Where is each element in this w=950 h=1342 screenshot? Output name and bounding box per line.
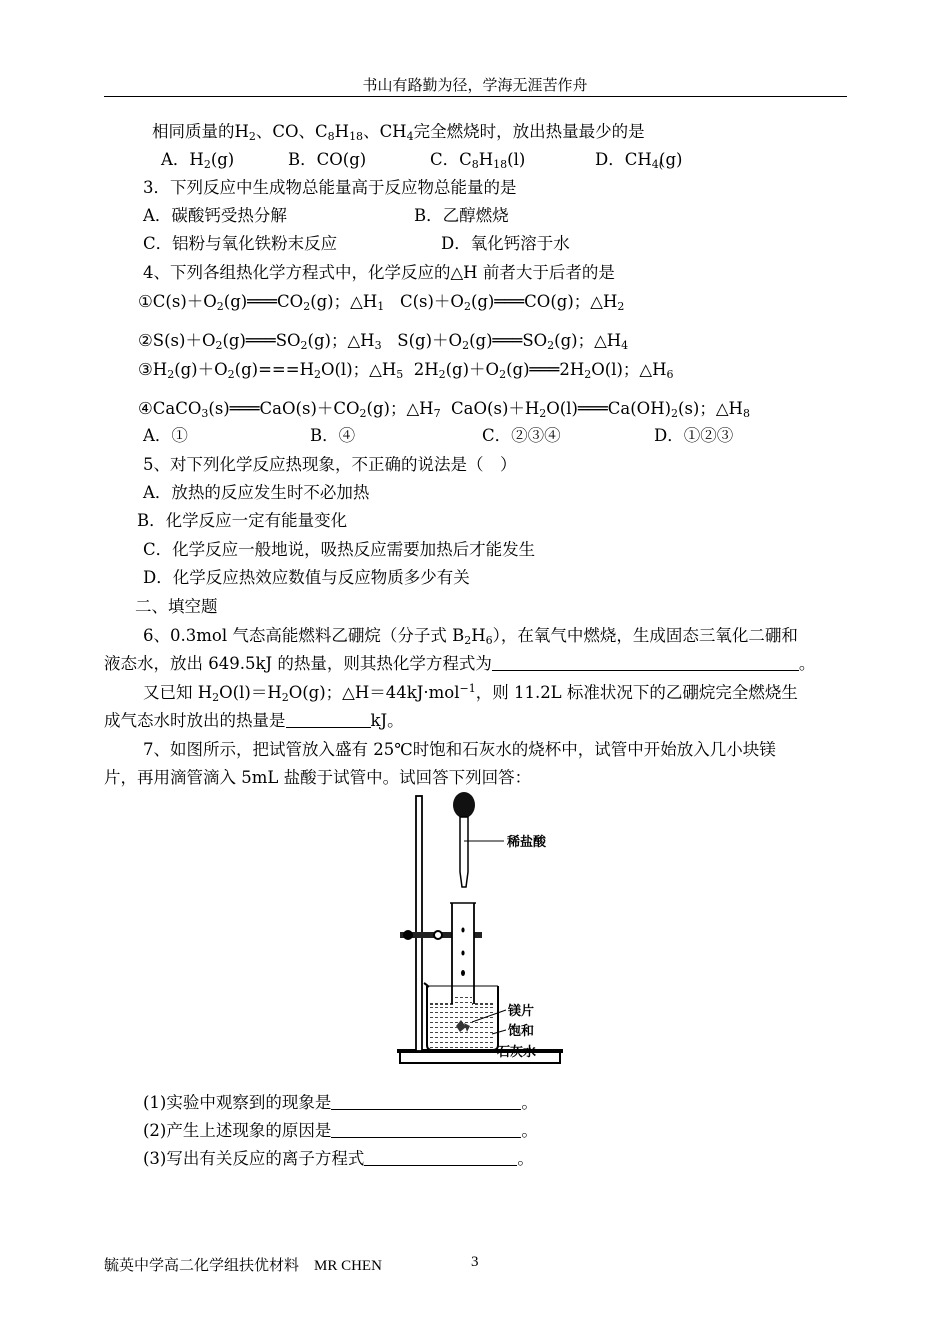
q3-option-d: D．氧化钙溶于水: [441, 234, 570, 253]
drop: [461, 928, 464, 933]
question-7-line-1: 7、如图所示，把试管放入盛有 25℃时饱和石灰水的烧杯中，试管中开始放入几小块镁: [143, 740, 776, 759]
q7-sub-text: 。: [517, 1149, 534, 1168]
q6-text: 液态水，放出 649.5kJ 的热量，则其热化学方程式为: [104, 654, 492, 673]
answer-blank-heat[interactable]: [286, 711, 371, 728]
q6-text: ），在氧气中燃烧，生成固态三氧化二硼和: [492, 626, 798, 645]
q5-option-b: B．化学反应一定有能量变化: [137, 511, 348, 530]
question-6-line-2: [104, 654, 815, 674]
dropper-tube: [460, 817, 468, 887]
option-d-text: D．CH: [595, 150, 652, 169]
q4-option-b: B．④: [310, 426, 356, 445]
stem-part: H: [334, 122, 350, 141]
q3-option-b: B．乙醇燃烧: [414, 206, 509, 225]
question-5-stem: 5、对下列化学反应热现象，不正确的说法是（ ）: [143, 455, 517, 474]
option-c: C．$C_8H_{18}(l)$: [430, 150, 526, 171]
equation-pair-3: $③H_2(g)+O_2(g)===H_2O(l)$；$\triangle H_5$ $2H_2(g)+O_2(g)═══2H_2O(l)$；$\triangle H_6$: [138, 360, 674, 381]
q4-option-a: A．①: [143, 426, 188, 445]
answer-blank-3[interactable]: [364, 1149, 517, 1166]
q7-sub-1: [143, 1093, 538, 1113]
label-limewater: 石灰水: [497, 1045, 537, 1060]
q6-text: 成气态水时放出的热量是: [104, 711, 286, 730]
q7-sub-text: (3)写出有关反应的离子方程式: [143, 1149, 365, 1168]
option-b: B．CO(g): [288, 150, 367, 169]
stand-rod: [416, 796, 422, 1051]
q7-sub-text: 。: [521, 1121, 538, 1140]
stem-part: 完全燃烧时，放出热量最少的是: [413, 122, 645, 141]
q6-text: H: [471, 626, 486, 645]
q6-text: 。: [798, 654, 816, 673]
option-a: A．$H_2(g)$: [161, 150, 235, 171]
drop: [461, 970, 465, 976]
equation-pair-1: $①C(s)+O_2(g)═══CO_2(g)$；$\triangle H_1$ $C(s)+O_2(g)═══CO(g)$；$\triangle H_2$: [138, 292, 625, 313]
clamp-knob: [434, 931, 442, 939]
label-saturated: 饱和: [508, 1024, 535, 1039]
section-2-title: 二、填空题: [135, 597, 218, 616]
apparatus-figure: [380, 790, 580, 1075]
equation-pair-2: $②S(s)+O_2(g)═══SO_2(g)$；$\triangle H_3$ $S(g)+O_2(g)═══SO_2(g)$；$\triangle H_4$: [138, 331, 629, 352]
q3-option-c: C．铝粉与氧化铁粉末反应: [143, 234, 338, 253]
answer-blank-2[interactable]: [331, 1121, 521, 1138]
question-7-line-2: 片，再用滴管滴入 5mL 盐酸于试管中。试回答下列回答：: [104, 768, 532, 787]
label-dilute-hcl: 稀盐酸: [507, 835, 547, 850]
drop: [461, 951, 464, 956]
q6-text: kJ。: [370, 711, 404, 730]
clamp-screw: [403, 930, 413, 940]
q6-text: O(g)；△H＝44kJ·mol: [288, 683, 460, 702]
q7-sub-3: [143, 1149, 534, 1169]
footer-page-number: 3: [471, 1254, 479, 1270]
page-header-motto: 书山有路勤为径，学海无涯苦作舟: [362, 76, 588, 94]
q4-option-d: D．①②③: [654, 426, 734, 445]
question-4-stem: 4、下列各组热化学方程式中，化学反应的△H 前者大于后者的是: [143, 263, 615, 282]
option-c-text: H: [478, 150, 494, 169]
answer-blank-1[interactable]: [331, 1093, 521, 1110]
label-mg: 镁片: [508, 1004, 535, 1019]
question-same-mass-stem: 相同质量的$H_2$、CO、$C_8H_{18}$、$CH_4$完全燃烧时，放出热量最少的是: [152, 122, 645, 143]
equation-pair-4: $④CaCO_3(s)═══CaO(s)+CO_2(g)$；$\triangle H_7$ $CaO(s)+H_2O(l)═══Ca(OH)_2(s)$；$\triangle H_8$: [138, 399, 750, 420]
stem-part: 相同质量的H: [152, 122, 249, 141]
option-c-text: (l): [507, 150, 526, 169]
question-6-line-4: [104, 711, 404, 731]
q7-sub-2: [143, 1121, 538, 1141]
q7-sub-text: (1)实验中观察到的现象是: [143, 1093, 332, 1112]
q6-superscript: −1: [459, 682, 476, 695]
question-3-stem: 3．下列反应中生成物总能量高于反应物总能量的是: [143, 178, 517, 197]
option-c-text: C．C: [430, 150, 472, 169]
q6-text: O(l)＝H: [219, 683, 282, 702]
stem-part: 、CH: [363, 122, 407, 141]
q7-sub-text: (2)产生上述现象的原因是: [143, 1121, 332, 1140]
q4-option-c: C．②③④: [482, 426, 561, 445]
q6-text: ，则 11.2L 标准状况下的乙硼烷完全燃烧生: [475, 683, 798, 702]
answer-blank-equation[interactable]: [492, 654, 799, 671]
q5-option-d: D．化学反应热效应数值与反应物质多少有关: [143, 568, 470, 587]
dropper-bulb: [453, 792, 475, 818]
q5-option-a: A．放热的反应发生时不必加热: [143, 483, 370, 502]
stem-part: 、CO、C: [255, 122, 328, 141]
option-d: D．$CH_{4(}(g)$: [595, 150, 683, 171]
option-a-text: A．H: [161, 150, 204, 169]
option-a-text: (g): [210, 150, 235, 169]
question-6-line-3: 又已知 $H_2O(l)=H_2O(g)$；△H＝44kJ·mol$^{-1}$，则 11.2L 标准状况下的乙硼烷完全燃烧生: [143, 682, 798, 704]
q3-option-a: A．碳酸钙受热分解: [143, 206, 287, 225]
q6-text: 6、0.3mol 气态高能燃料乙硼烷（分子式 B: [143, 626, 465, 645]
footer-school: 毓英中学高二化学组扶优材料 MR CHEN: [104, 1258, 382, 1274]
question-6-line-1: 6、0.3mol 气态高能燃料乙硼烷（分子式 $B_2H_6$），在氧气中燃烧，生成固态三氧化二硼和: [143, 626, 798, 647]
q7-sub-text: 。: [521, 1093, 538, 1112]
q5-option-c: C．化学反应一般地说，吸热反应需要加热后才能发生: [143, 540, 536, 559]
q6-text: 又已知 H: [143, 683, 213, 702]
option-d-text: (g): [659, 150, 683, 169]
header-rule: [104, 96, 847, 97]
